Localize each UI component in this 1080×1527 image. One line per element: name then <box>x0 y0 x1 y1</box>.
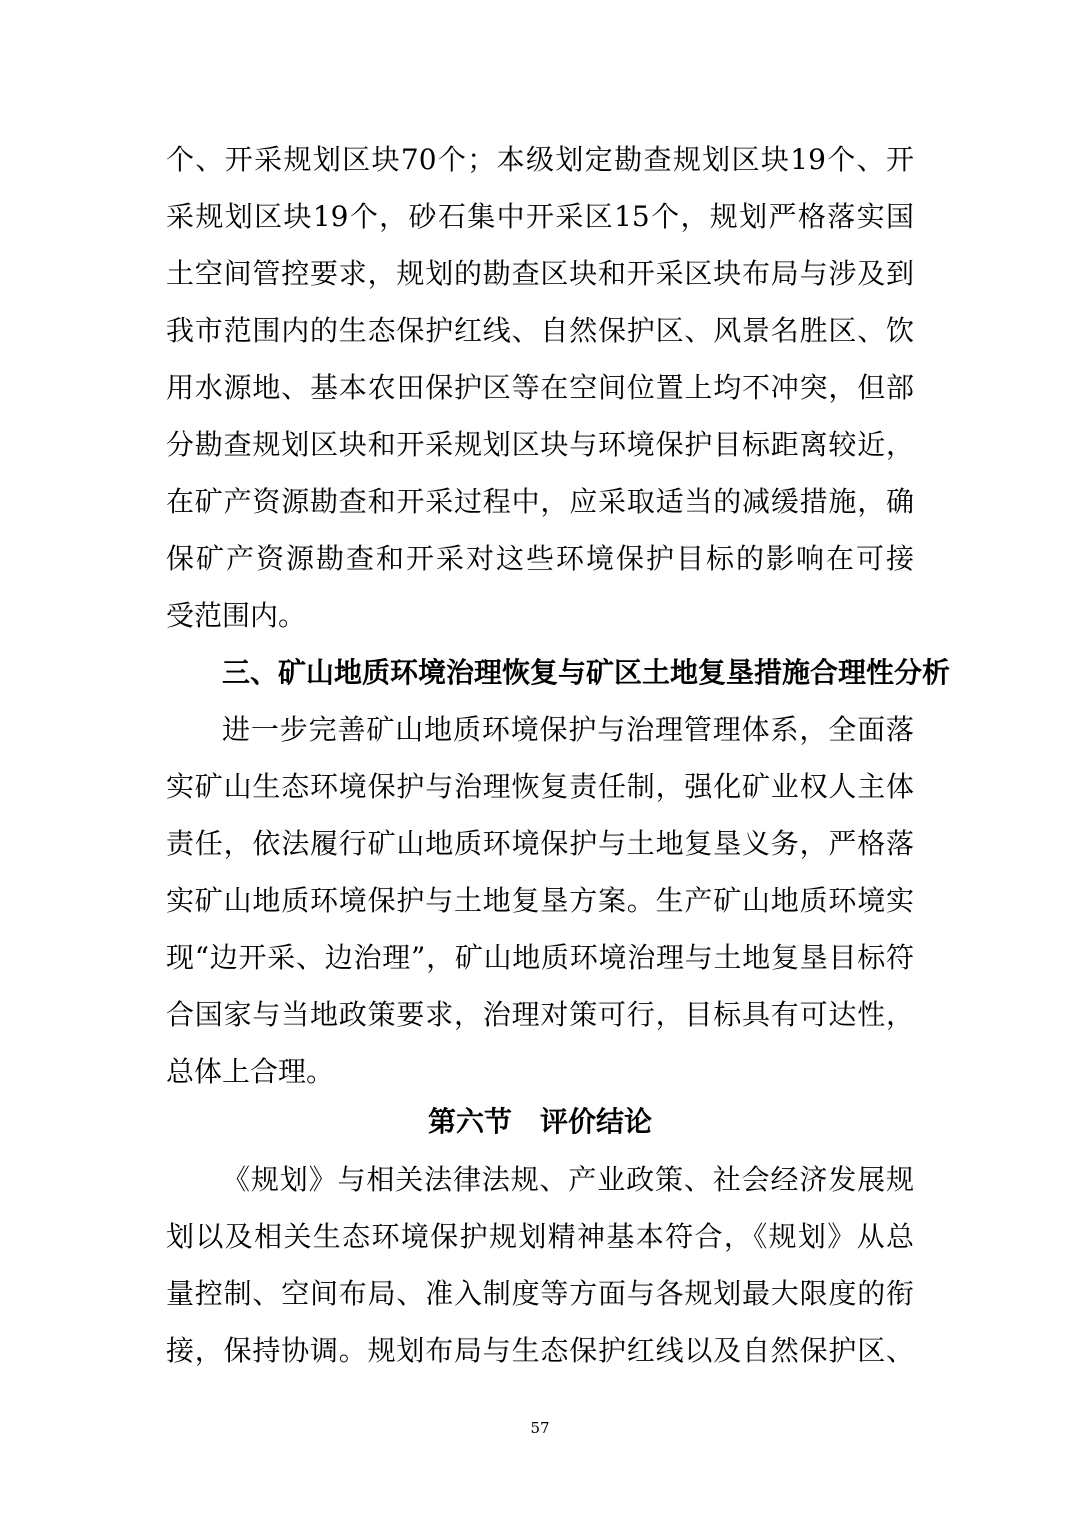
body-text-line: 责任，依法履行矿山地质环境保护与土地复垦义务，严格落 <box>166 827 914 860</box>
body-text-line: 合国家与当地政策要求，治理对策可行，目标具有可达性， <box>166 998 914 1031</box>
body-text-line: 总体上合理。 <box>166 1055 335 1088</box>
body-text-line: 划以及相关生态环境保护规划精神基本符合，《规划》从总 <box>166 1220 914 1253</box>
section-title: 第六节 评价结论 <box>427 1105 652 1138</box>
body-text-line: 分勘查规划区块和开采规划区块与环境保护目标距离较近， <box>166 428 914 461</box>
page-number: 57 <box>530 1419 550 1437</box>
body-text-line: 进一步完善矿山地质环境保护与治理管理体系，全面落 <box>222 713 914 746</box>
body-text-line: 土空间管控要求，规划的勘查区块和开采区块布局与涉及到 <box>166 257 914 290</box>
body-text-line: 个、开采规划区块70个；本级划定勘查规划区块19个、开 <box>166 143 914 176</box>
body-text-line: 现“边开采、边治理”，矿山地质环境治理与土地复垦目标符 <box>166 941 914 974</box>
body-text-line: 采规划区块19个，砂石集中开采区15个，规划严格落实国 <box>166 200 914 233</box>
body-text-line: 受范围内。 <box>166 599 307 632</box>
body-text-line: 量控制、空间布局、准入制度等方面与各规划最大限度的衔 <box>166 1277 914 1310</box>
body-text-line: 《规划》与相关法律法规、产业政策、社会经济发展规 <box>222 1163 914 1196</box>
body-text-line: 在矿产资源勘查和开采过程中，应采取适当的减缓措施，确 <box>166 485 914 518</box>
body-text-line: 实矿山地质环境保护与土地复垦方案。生产矿山地质环境实 <box>166 884 914 917</box>
body-text-line: 接，保持协调。规划布局与生态保护红线以及自然保护区、 <box>166 1334 914 1367</box>
body-text-line: 我市范围内的生态保护红线、自然保护区、风景名胜区、饮 <box>166 314 914 347</box>
subsection-heading: 三、矿山地质环境治理恢复与矿区土地复垦措施合理性分析 <box>222 656 951 689</box>
body-text-line: 实矿山生态环境保护与治理恢复责任制，强化矿业权人主体 <box>166 770 914 803</box>
body-text-line: 保矿产资源勘查和开采对这些环境保护目标的影响在可接 <box>166 542 914 575</box>
body-text-line: 用水源地、基本农田保护区等在空间位置上均不冲突，但部 <box>166 371 914 404</box>
